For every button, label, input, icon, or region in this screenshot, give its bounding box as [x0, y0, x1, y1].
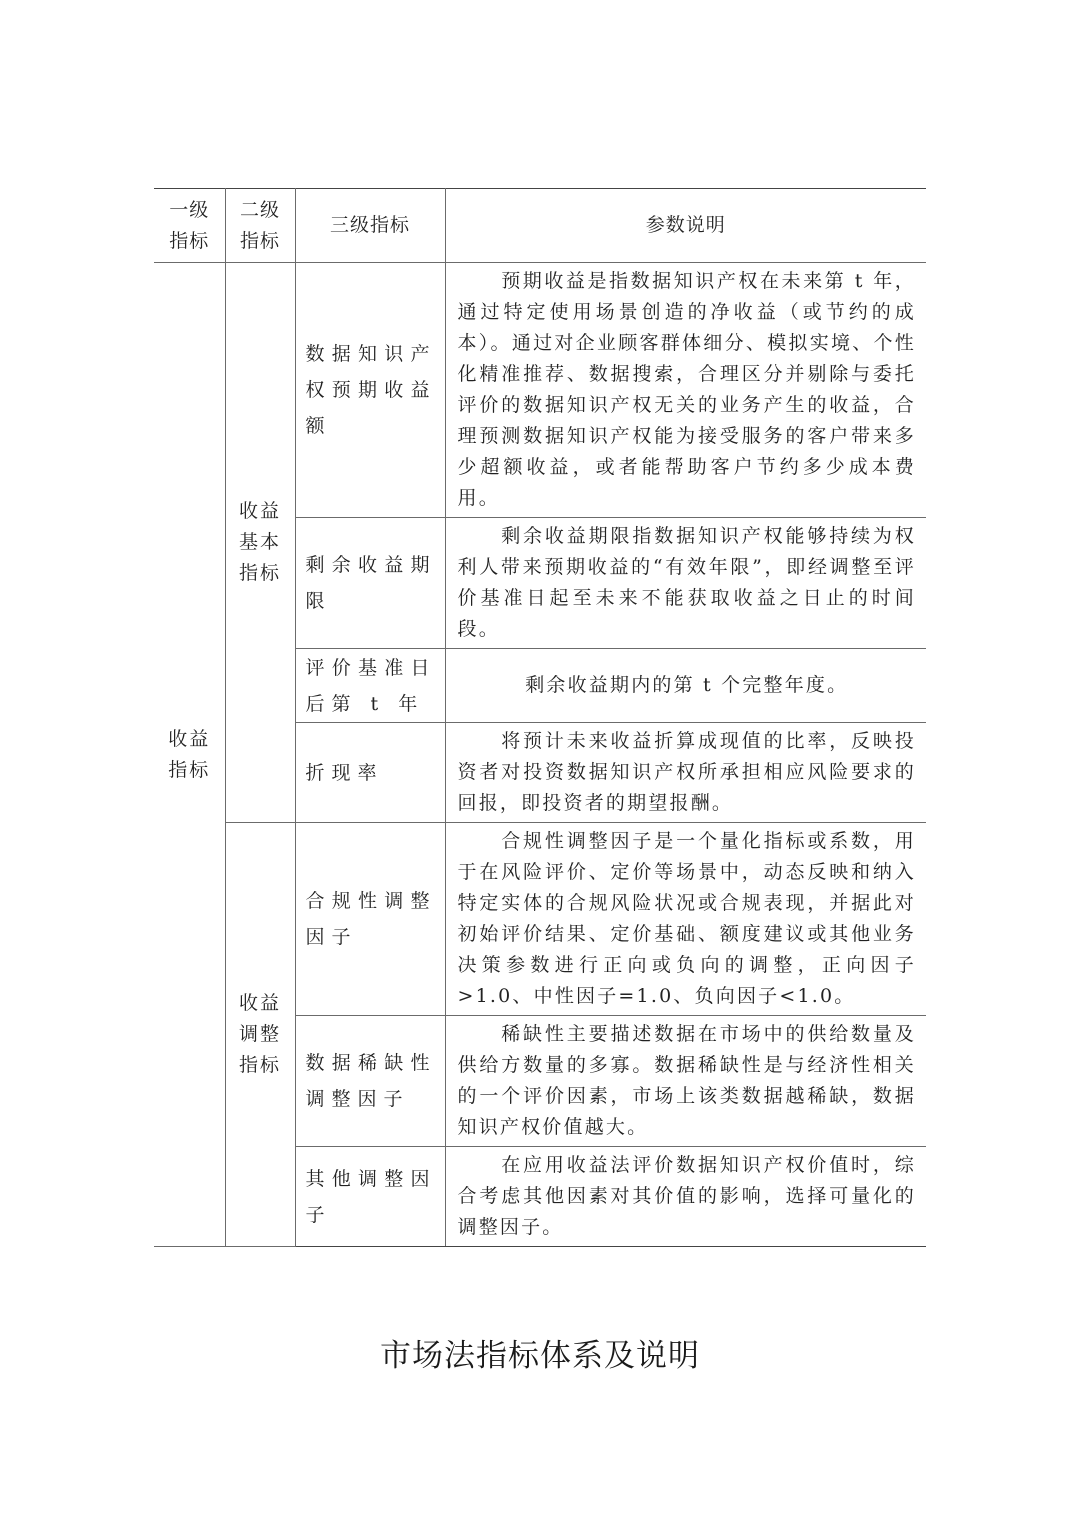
level3-cell: 其他调整因子 [295, 1147, 445, 1247]
description-cell: 在应用收益法评价数据知识产权价值时，综合考虑其他因素对其价值的影响，选择可量化的调整因子。 [445, 1147, 926, 1247]
section-title: 市场法指标体系及说明 [380, 1338, 700, 1374]
level3-cell: 剩余收益期限 [295, 518, 445, 649]
table-row [154, 263, 926, 518]
description-cell: 稀缺性主要描述数据在市场中的供给数量及供给方数量的多寡。数据稀缺性是与经济性相关的一个评价因素，市场上该类数据越稀缺，数据知识产权价值越大。 [445, 1016, 926, 1147]
level3-cell: 合规性调整因子 [295, 823, 445, 1016]
header-level1: 一级 指标 [154, 189, 225, 263]
level3-cell: 数据稀缺性调整因子 [295, 1016, 445, 1147]
header-level2: 二级 指标 [225, 189, 295, 263]
header-level3: 三级指标 [295, 189, 445, 263]
level3-cell: 评价基准日后第 t 年 [295, 649, 445, 723]
header-description: 参数说明 [445, 189, 926, 263]
level2-cell-adjust: 收益 调整 指标 [225, 823, 295, 1247]
level2-cell-basic: 收益 基本 指标 [225, 263, 295, 823]
level3-cell: 数据知识产权预期收益额 [295, 263, 445, 518]
description-cell: 合规性调整因子是一个量化指标或系数，用于在风险评价、定价等场景中，动态反映和纳入特定实体的合规风险状况或合规表现，并据此对初始评价结果、定价基础、额度建议或其他业务决策参数进行正向或负向的调整，正向因子>1.0、中性因子=1.0、负向因子<1.0。 [445, 823, 926, 1016]
table-row [154, 823, 926, 1016]
description-cell: 将预计未来收益折算成现值的比率，反映投资者对投资数据知识产权所承担相应风险要求的回报，即投资者的期望报酬。 [445, 723, 926, 823]
level1-cell: 收益 指标 [154, 263, 225, 1247]
description-cell: 剩余收益期内的第 t 个完整年度。 [445, 649, 926, 723]
description-cell: 剩余收益期限指数据知识产权能够持续为权利人带来预期收益的“有效年限”，即经调整至评价基准日起至未来不能获取收益之日止的时间段。 [445, 518, 926, 649]
indicator-table-container [154, 188, 926, 1247]
description-cell: 预期收益是指数据知识产权在未来第 t 年，通过特定使用场景创造的净收益（或节约的成本）。通过对企业顾客群体细分、模拟实境、个性化精准推荐、数据搜索，合理区分并剔除与委托评价的数据知识产权无关的业务产生的收益，合理预测数据知识产权能为接受服务的客户带来多少超额收益，或者能帮助客户节约多少成本费用。 [445, 263, 926, 518]
indicator-table [154, 188, 926, 1247]
level3-cell: 折现率 [295, 723, 445, 823]
table-header-row [154, 189, 926, 263]
